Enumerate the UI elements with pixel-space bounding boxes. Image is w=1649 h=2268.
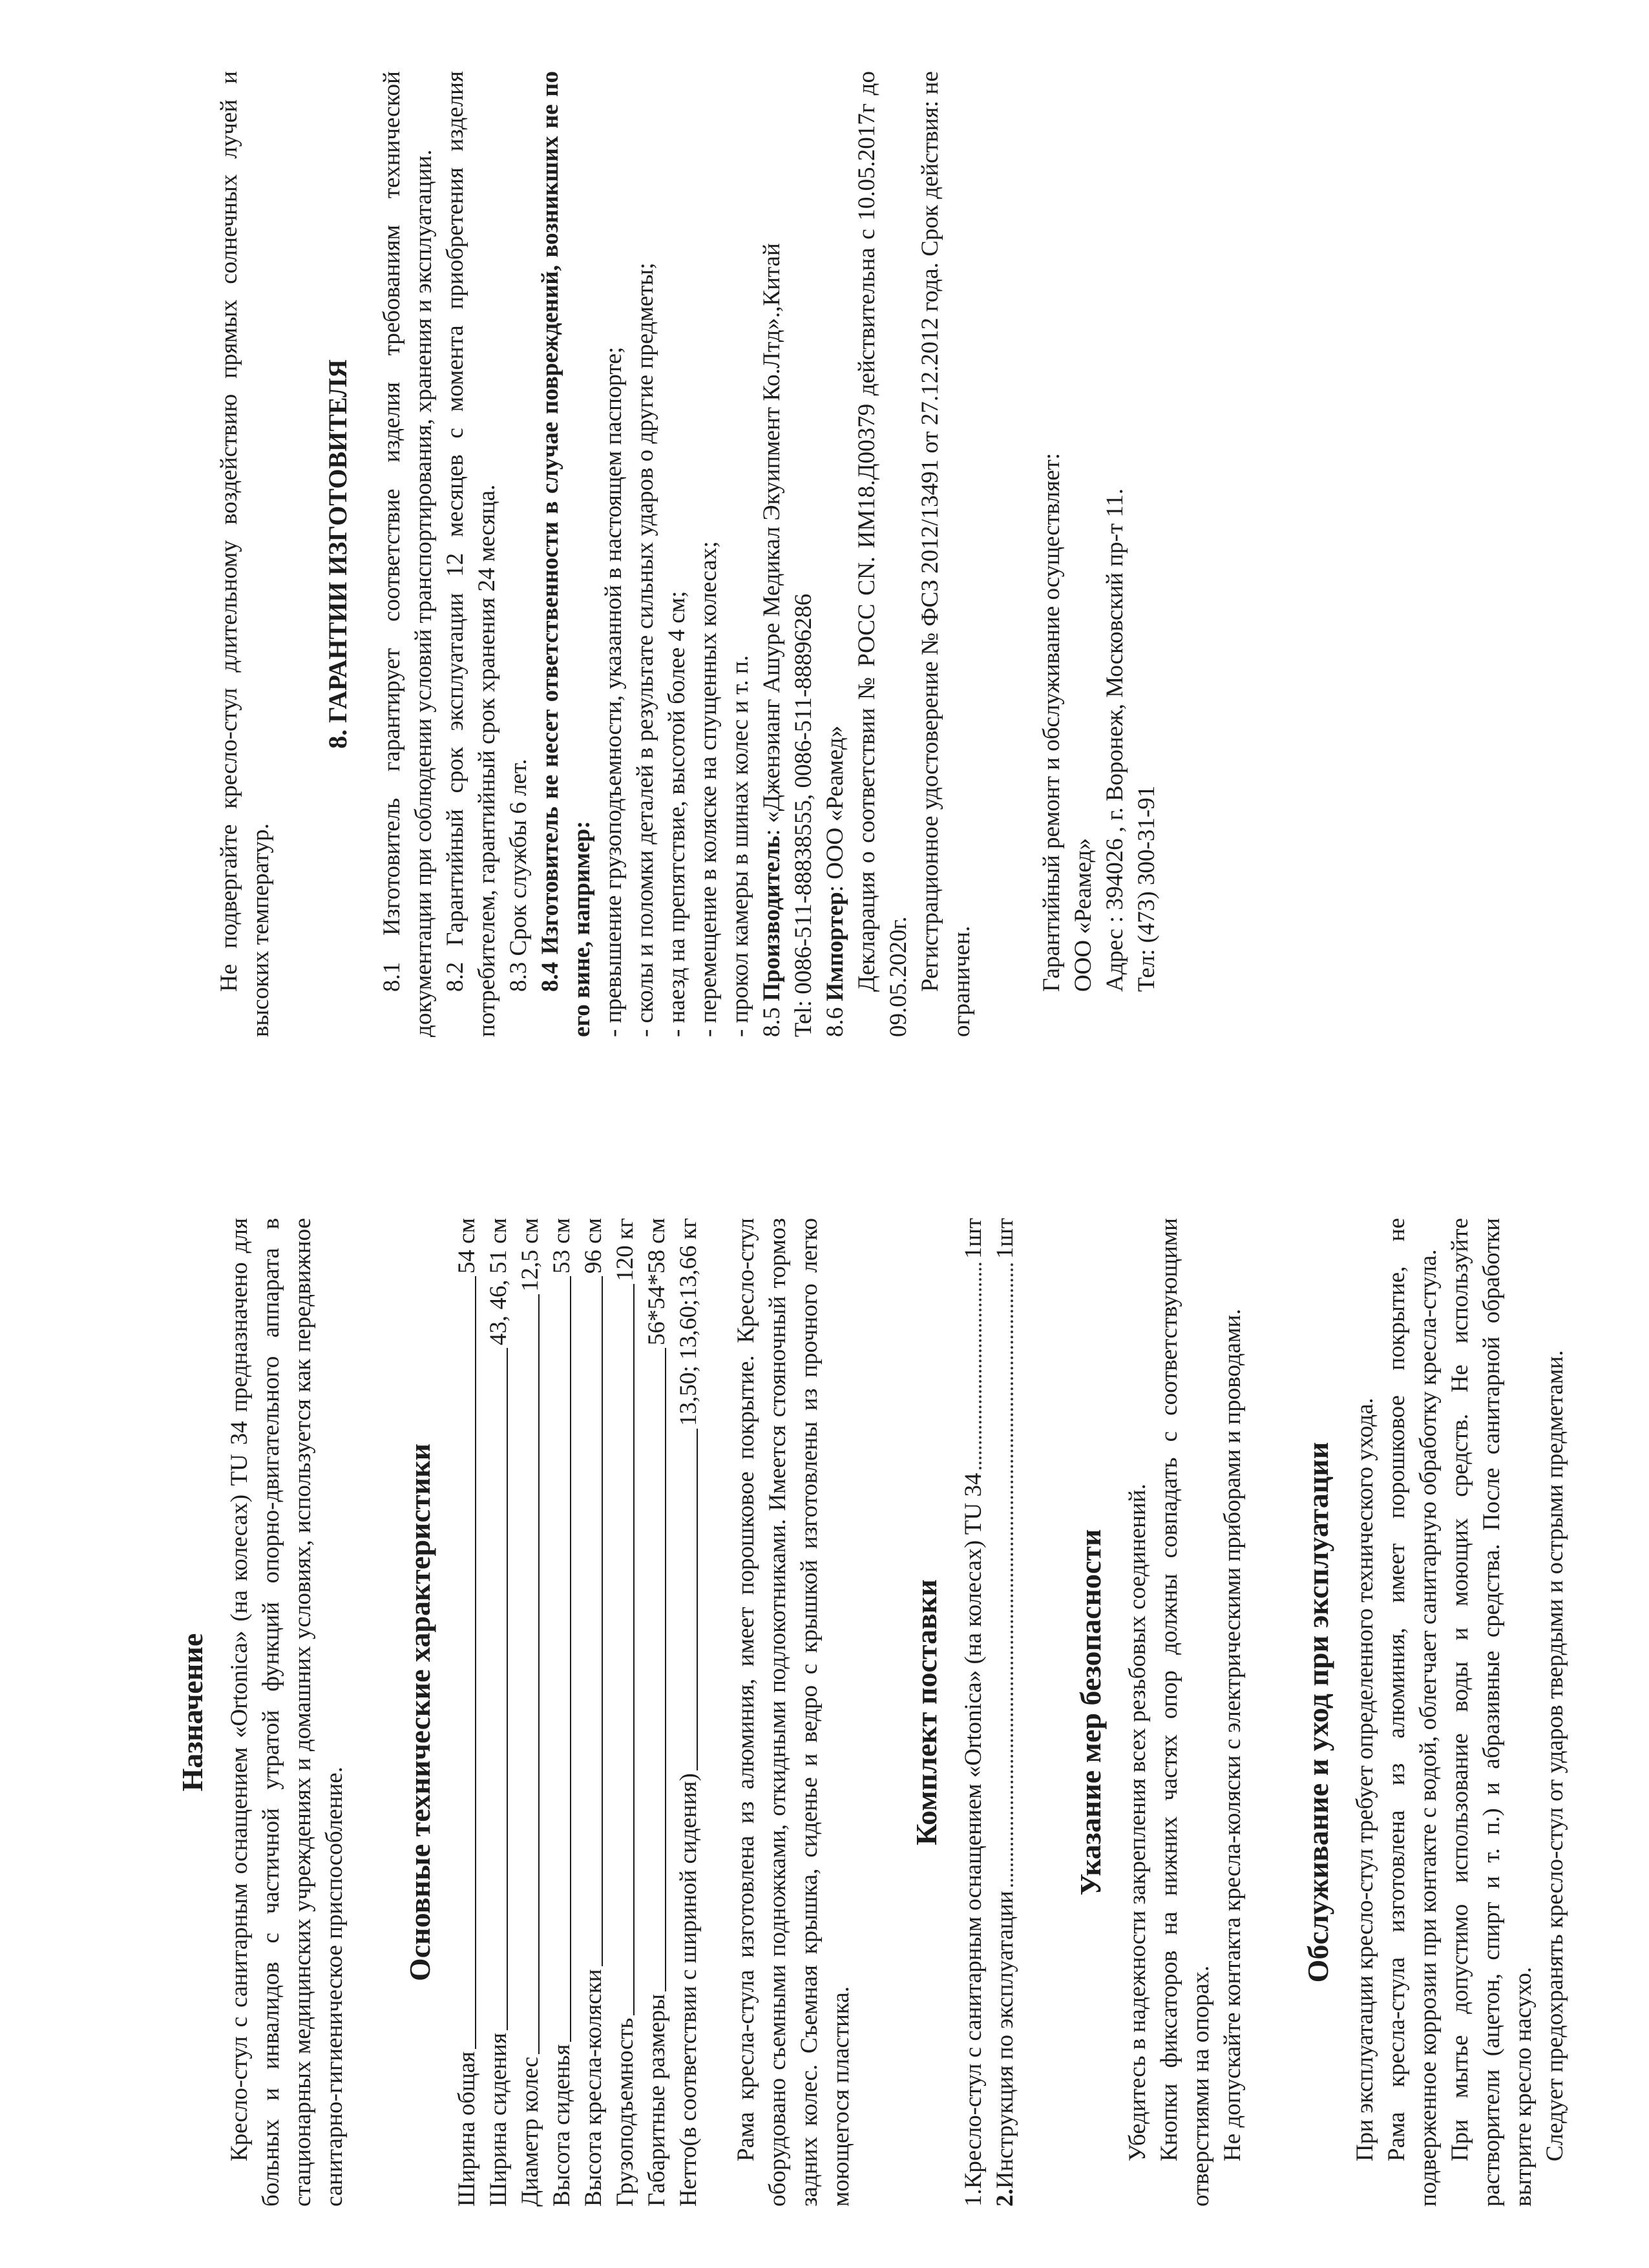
- manufacturer-name: : «Дженэианг Ашуре Медикал Экуипмент Ко.Лтд».,Китай: [759, 243, 785, 836]
- kit-item-qty: 1шт: [992, 1218, 1018, 1259]
- importer-label: Импортер: [822, 892, 848, 1002]
- spec-label: Ширина общая: [454, 2051, 480, 2207]
- importer-number: 8.6: [822, 1007, 848, 1037]
- spec-value: 12,5 см: [517, 1218, 543, 1292]
- spec-label: Диаметр колес: [517, 2056, 543, 2207]
- kit-dots: [1011, 1263, 1013, 1887]
- spec-row: [514, 1218, 546, 2207]
- spec-row: [578, 1218, 609, 2207]
- kit-item: [958, 1218, 989, 2207]
- declaration-text: Декларация о соответствии № РОСС CN. ИМ18.Д00379 действительна с 10.05.2017г до 09.05.2020г.: [854, 71, 912, 1037]
- kit-item: [989, 1218, 1021, 2207]
- spec-value: 54 см: [454, 1218, 480, 1274]
- specs-table: [451, 1218, 704, 2207]
- safety-heading: Указание мер безопасности: [1074, 1529, 1107, 1896]
- safety-text-3: Не допускайте контакта кресла-коляски с электрическими приборами и проводами.: [1219, 1308, 1246, 2161]
- importer-name: : ООО «Реамед»: [822, 725, 848, 892]
- spec-row: [673, 1218, 704, 2207]
- spec-row: [483, 1218, 514, 2207]
- list-item: - сколы и поломки деталей в результате сильных ударов о другие предметы;: [632, 262, 658, 1037]
- spec-row: [546, 1218, 578, 2207]
- spec-value: 13,50; 13,60;13,66 кг: [675, 1218, 702, 1426]
- spec-row: [641, 1218, 673, 2207]
- spec-value: 53 см: [549, 1218, 575, 1274]
- kit-item-number: 2.: [992, 2189, 1018, 2207]
- kit-item-qty: 1шт: [960, 1218, 987, 1259]
- warranty-8-1: 8.1 Изготовитель гарантирует соответствие изделия требованиям технической документации при соблюдении условий транспортирования, хранения и эксплуатации.: [379, 71, 437, 1037]
- list-item: - наезд на препятствие, высотой более 4 см;: [664, 591, 690, 1037]
- warranty-heading: 8. ГАРАНТИИ ИЗГОТОВИТЕЛЯ: [323, 359, 352, 749]
- purpose-text: Кресло-стул с санитарным оснащением «Ortonica» (на колесах) TU 34 предназначено для больных и инвалидов с частичной утратой функций опорно-двигательного аппарата в стационарных медицинских учреждениях и домашних условиях, используется как передвижное санитарно-гигиеническое приспособление.: [226, 1218, 348, 2207]
- manufacturer-number: 8.5: [759, 1007, 785, 1037]
- spec-value: 96 см: [580, 1218, 607, 1274]
- safety-text-2: Кнопки фиксаторов на нижних частях опор должны совпадать с соответствующими отверстиями на опорах.: [1156, 1218, 1214, 2207]
- spec-underline: [602, 1276, 603, 1966]
- manufacturer-line: [756, 71, 788, 1037]
- care-heading: Обслуживание и уход при эксплуатации: [1301, 1442, 1334, 1983]
- manufacturer-label: Производитель: [759, 835, 785, 1002]
- manufacturer-phone: Tel: 0086-511-88838555, 0086-511-88896286: [790, 593, 817, 1037]
- service-company: ООО «Реамед»: [1070, 838, 1097, 992]
- warranty-8-2: 8.2 Гарантийный срок эксплуатации 12 месяцев с момента приобретения изделия потребителем, гарантийный срок хранения 24 месяца.: [442, 71, 500, 1037]
- care-text-3: При мытье допустимо использование воды и моющих средств. Не используйте растворители (ацетон, спирт и т. п.) и абразивные средства. После санитарной обработки вытрите кресло насухо.: [1447, 1218, 1537, 2207]
- service-address: Адрес : 394026 , г. Воронеж, Московский пр-т 11.: [1102, 488, 1128, 992]
- spec-label: Высота кресла-коляски: [580, 1969, 607, 2207]
- purpose-heading: Назначение: [176, 1633, 209, 1792]
- importer-line: [819, 71, 851, 1037]
- specs-heading: Основные технические характеристики: [403, 1443, 436, 1982]
- spec-underline: [538, 1294, 540, 2054]
- service-line: Гарантийный ремонт и обслуживание осуществляет:: [1038, 452, 1065, 992]
- service-phone: Тел: (473) 300-31-91: [1133, 785, 1160, 992]
- kit-heading: Комплект поставки: [910, 1579, 943, 1845]
- exclusions-list: [598, 71, 756, 1037]
- spec-label: Грузоподъемность: [612, 2017, 638, 2207]
- spec-label: Высота сиденья: [549, 2044, 575, 2207]
- warranty-8-3: 8.3 Срок службы 6 лет.: [505, 759, 532, 992]
- left-column: [0, 1134, 1649, 2268]
- care-text-2: Рама кресла-стула изготовлена из алюминия, имеет порошковое покрытие, не подверженное коррозии при контакте с водой, облегчает санитарную обработку кресла-стула.: [1383, 1218, 1442, 2207]
- spec-label: Нетто(в соответствии с шириной сидения): [675, 1773, 702, 2207]
- spec-row: [609, 1218, 641, 2207]
- service-contact: [1036, 71, 1162, 1037]
- spec-underline: [665, 1348, 666, 1991]
- spec-underline: [570, 1276, 571, 2041]
- kit-dots: [979, 1263, 982, 1469]
- spec-row: [451, 1218, 483, 2207]
- spec-value: 56*54*58 см: [644, 1218, 670, 1346]
- spec-underline: [697, 1429, 698, 1770]
- kit-item-text: Инструкция по эксплуатации: [992, 1891, 1018, 2189]
- spec-value: 120 кг: [612, 1218, 638, 1281]
- spec-label: Габаритные размеры: [644, 1993, 670, 2207]
- warranty-8-4: 8.4 Изготовитель не несет ответственности в случае повреждений, возникших не по его вине, например:: [537, 71, 595, 1037]
- safety-text-1: Убедитесь в надежности закрепления всех резьбовых соединений.: [1124, 1484, 1151, 2161]
- kit-item-number: 1.: [960, 2189, 987, 2207]
- spec-underline: [633, 1284, 635, 2015]
- registration-text: Регистрационное удостоверение № ФСЗ 2012/13491 от 27.12.2012 года. Срок действия: не ограничен.: [917, 71, 975, 1037]
- list-item: - прокол камеры в шинах колес и т. п.: [727, 655, 753, 1037]
- frame-description: Рама кресла-стула изготовлена из алюминия, имеет порошковое покрытие. Кресло-стул оборудовано съемными подножками, откидными подлокотниками. Имеется стояночный тормоз задних колес. Съемная крышка, сиденье и ведро с крышкой изготовлены из прочного легко моющегося пластика.: [733, 1218, 854, 2207]
- spec-label: Ширина сидения: [485, 2033, 512, 2207]
- spec-value: 43, 46, 51 см: [485, 1218, 512, 1346]
- kit-item-text: Кресло-стул с санитарным оснащением «Ortonica» (на колесах) TU 34: [960, 1473, 987, 2189]
- list-item: - перемещение в коляске на спущенных колесах;: [695, 541, 722, 1037]
- spec-underline: [507, 1348, 508, 2030]
- care-text-1: При эксплуатации кресло-стул требует определенного технического ухода.: [1352, 1398, 1378, 2161]
- list-item: - превышение грузоподъемности, указанной в настоящем паспорте;: [600, 346, 627, 1037]
- sun-warning-text: Не подвергайте кресло-стул длительному воздействию прямых солнечных лучей и высоких температур.: [216, 71, 274, 1037]
- spec-underline: [475, 1276, 476, 2049]
- care-text-4: Следует предохранять кресло-стул от ударов твердыми и острыми предметами.: [1542, 1350, 1568, 2161]
